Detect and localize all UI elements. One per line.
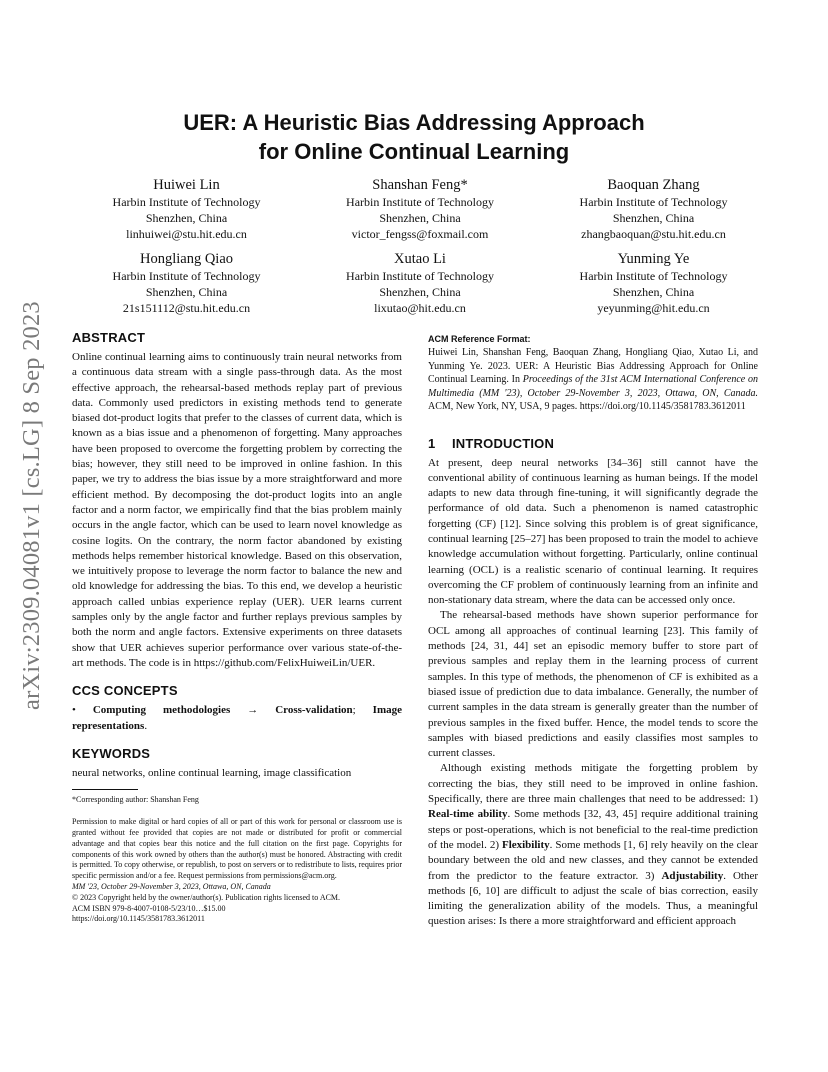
author-affiliation: Harbin Institute of Technology	[346, 269, 494, 283]
corresponding-author-footnote: *Corresponding author: Shanshan Feng	[72, 795, 199, 805]
author-row-2	[70, 250, 770, 316]
ccs-item-image-representations: Image representations	[72, 704, 402, 732]
conference-line: MM '23, October 29-November 3, 2023, Ottawa, ON, Canada	[72, 881, 271, 891]
intro-paragraph-2: The rehearsal-based methods have shown superior performance for OCL among all approaches of continual learning [23]. This family of methods [24, 31, 44] set an episodic memory buffer to store part of previous samples and replay them in the learning process of current samples. In this type of methods, the phenomenon of CF is exhibited as a biased issue of prediction due to data imbalance. Generally, the number of current samples in the data stream is generally greater than the number of previous samples in the fixed buffer. Hence, the model tends to score the samples with biased predictions and easily classifies most samples to current classes.	[428, 609, 758, 760]
title-line-2: for Online Continual Learning	[258, 139, 570, 164]
challenge-flexibility: Flexibility	[501, 838, 550, 851]
author-name: Xutao Li	[394, 251, 446, 267]
title-line-1: UER: A Heuristic Bias Addressing Approach	[183, 110, 645, 135]
author-name: Huiwei Lin	[153, 177, 220, 193]
left-column	[72, 330, 402, 925]
doi-link[interactable]: https://doi.org/10.1145/3581783.3612011	[72, 914, 205, 924]
author-affiliation: Harbin Institute of Technology	[112, 269, 261, 283]
arxiv-identifier-stamp[interactable]: arXiv:2309.04081v1 [cs.LG] 8 Sep 2023	[18, 301, 45, 710]
author-name: Shanshan Feng*	[372, 177, 468, 193]
author-location: Shenzhen, China	[612, 285, 695, 299]
abstract-text: Online continual learning aims to continuously train neural networks from a continuous data stream with a single pass-through data. As the most effective approach, the rehearsal-based methods replay part of previous data. Commonly used predictors in existing methods tend to generate biased dot-product logits that prefer to the classes of current data, which is known as a bias issue and a phenomenon of forgetting. Many approaches have been proposed to overcome the forgetting problem by correcting the bias; however, they still need to be improved in online fashion. In this paper, we try to address the bias issue by a more straightforward and more efficient method. By decomposing the dot-product logits into an angle factor and a norm factor, we empirically find that the bias problem mainly occurs in the angle factor, which can be used to learn novel knowledge as cosine logits. On the contrary, the norm factor abandoned by existing methods helps remember historical knowledge. Based on this observation, we intuitively propose to leverage the norm factor to balance the new and old knowledge for addressing the bias. To this end, we develop a heuristic approach called unbias experience replay (UER). UER learns current samples only by the angle factor and further replays previous samples by both the norm and angle factors. Extensive experiments on three datasets show that UER achieves superior performance over various state-of-the-art methods. The code is in https://github.com/FelixHuiweiLin/UER.	[72, 351, 402, 669]
author-card	[537, 250, 770, 316]
author-affiliation: Harbin Institute of Technology	[579, 195, 728, 209]
acm-reference-venue: Proceedings of the 31st ACM International Conference on Multimedia (MM '23), October 29-November 3, 2023, Ottawa, ON, Canada.	[428, 374, 758, 399]
author-affiliation: Harbin Institute of Technology	[346, 195, 494, 209]
right-column	[428, 330, 758, 930]
ccs-concepts-text	[72, 703, 402, 734]
ccs-item-cross-validation: Cross-validation	[275, 704, 353, 717]
author-row-1	[70, 176, 770, 242]
intro-p3-part-d: . Other methods [6, 10] are difficult to adjust the scale of bias correction, easily limiting the generalization ability of the models. Thus, a meaningful question arises: Is there a more straightforward and efficient approach	[428, 869, 758, 928]
author-email[interactable]: lixutao@hit.edu.cn	[374, 301, 466, 315]
intro-p3-part-a: Although existing methods mitigate the forgetting problem by correcting the bias, they still need to be improved in online fashion. Specifically, there are three main challenges that need to be addressed: 1)	[428, 762, 758, 806]
permission-notice	[72, 817, 402, 925]
ccs-bullet: •	[72, 704, 76, 717]
author-name: Baoquan Zhang	[607, 177, 700, 193]
challenge-adjustability: Adjustability	[661, 869, 724, 882]
intro-p3-part-b: . Some methods [32, 43, 45] require additional training steps or post-operations, which is not beneficial to the real-time prediction of the model. 2)	[428, 808, 758, 851]
ccs-item-computing-methodologies: Computing methodologies	[92, 704, 231, 717]
intro-paragraph-3	[428, 761, 758, 929]
ccs-arrow: →	[230, 704, 276, 717]
author-card	[70, 176, 303, 242]
permission-text: Permission to make digital or hard copies of all or part of this work for personal or classroom use is granted without fee provided that copies are not made or distributed for profit or commercial advantage and that copies bear this notice and the full citation on the first page. Copyrights for components of this work owned by others than the author(s) must be honored. Abstracting with credit is permitted. To copy otherwise, or republish, to post on servers or to redistribute to lists, requires prior specific permission and/or a fee. Request permissions from permissions@acm.org.	[72, 817, 402, 881]
acm-reference-heading: ACM Reference Format:	[428, 334, 531, 344]
author-name: Hongliang Qiao	[139, 251, 234, 267]
author-block	[70, 176, 770, 324]
paper-title	[60, 108, 768, 166]
ccs-separator: ;	[352, 704, 373, 717]
author-location: Shenzhen, China	[379, 211, 461, 225]
ccs-heading: CCS CONCEPTS	[72, 683, 178, 699]
author-name: Yunming Ye	[617, 251, 690, 267]
intro-paragraph-1: At present, deep neural networks [34–36] still cannot have the conventional ability of continuous learning as human beings. If the model adapts to new data through fine-tuning, it will significantly degrade the performance of old data. Such a phenomenon is named catastrophic forgetting (CF) [12]. Since solving this problem is of great significance, continual learning [25–27] has been proposed to train the model to achieve knowledge accumulation without forgetting. Particularly, online continual learning (OCL) is a realistic scenario of continual learning. It requires overcoming the CF problem of continuously learning from an infinite and non-stationary data stream, where the data can be accessed only once.	[428, 456, 758, 607]
author-card	[304, 250, 537, 316]
abstract-heading: ABSTRACT	[72, 330, 146, 345]
author-location: Shenzhen, China	[145, 285, 228, 299]
keywords-text: neural networks, online continual learning, image classification	[72, 766, 352, 779]
author-location: Shenzhen, China	[145, 211, 228, 225]
challenge-real-time-ability: Real-time ability	[428, 808, 508, 821]
author-card	[70, 250, 303, 316]
author-card	[537, 176, 770, 242]
author-affiliation: Harbin Institute of Technology	[579, 269, 728, 283]
author-email[interactable]: 21s151112@stu.hit.edu.cn	[122, 301, 251, 315]
acm-reference-publisher: ACM, New York, NY, USA, 9 pages. https://doi.org/10.1145/3581783.3612011	[428, 401, 746, 412]
copyright-line: © 2023 Copyright held by the owner/author(s). Publication rights licensed to ACM.	[72, 892, 341, 902]
footnote-divider	[72, 789, 138, 790]
isbn-line: ACM ISBN 979-8-4007-0108-5/23/10…$15.00	[72, 903, 226, 913]
author-location: Shenzhen, China	[379, 285, 461, 299]
acm-reference-text	[428, 346, 758, 414]
keywords-heading: KEYWORDS	[72, 745, 151, 761]
author-card	[304, 176, 537, 242]
section-title: INTRODUCTION	[452, 435, 555, 451]
introduction-heading	[428, 436, 758, 452]
intro-p3-part-c: . Some methods [1, 6] rely heavily on the clear boundary between the old and new classes, and they cannot be extended from the predictor to the feature extractor. 3)	[428, 838, 758, 882]
author-email[interactable]: zhangbaoquan@stu.hit.edu.cn	[581, 227, 726, 241]
author-affiliation: Harbin Institute of Technology	[112, 195, 261, 209]
author-email[interactable]: yeyunming@hit.edu.cn	[597, 301, 710, 315]
author-location: Shenzhen, China	[612, 211, 695, 225]
ccs-end: .	[144, 719, 148, 732]
section-number: 1	[428, 435, 436, 451]
author-email[interactable]: victor_fengss@foxmail.com	[351, 227, 489, 241]
acm-reference-authors: Huiwei Lin, Shanshan Feng, Baoquan Zhang, Hongliang Qiao, Xutao Li, and Yunming Ye. 2023. UER: A Heuristic Bias Addressing Approach for Online Continual Learning. In	[428, 347, 758, 385]
author-email[interactable]: linhuiwei@stu.hit.edu.cn	[126, 227, 247, 241]
